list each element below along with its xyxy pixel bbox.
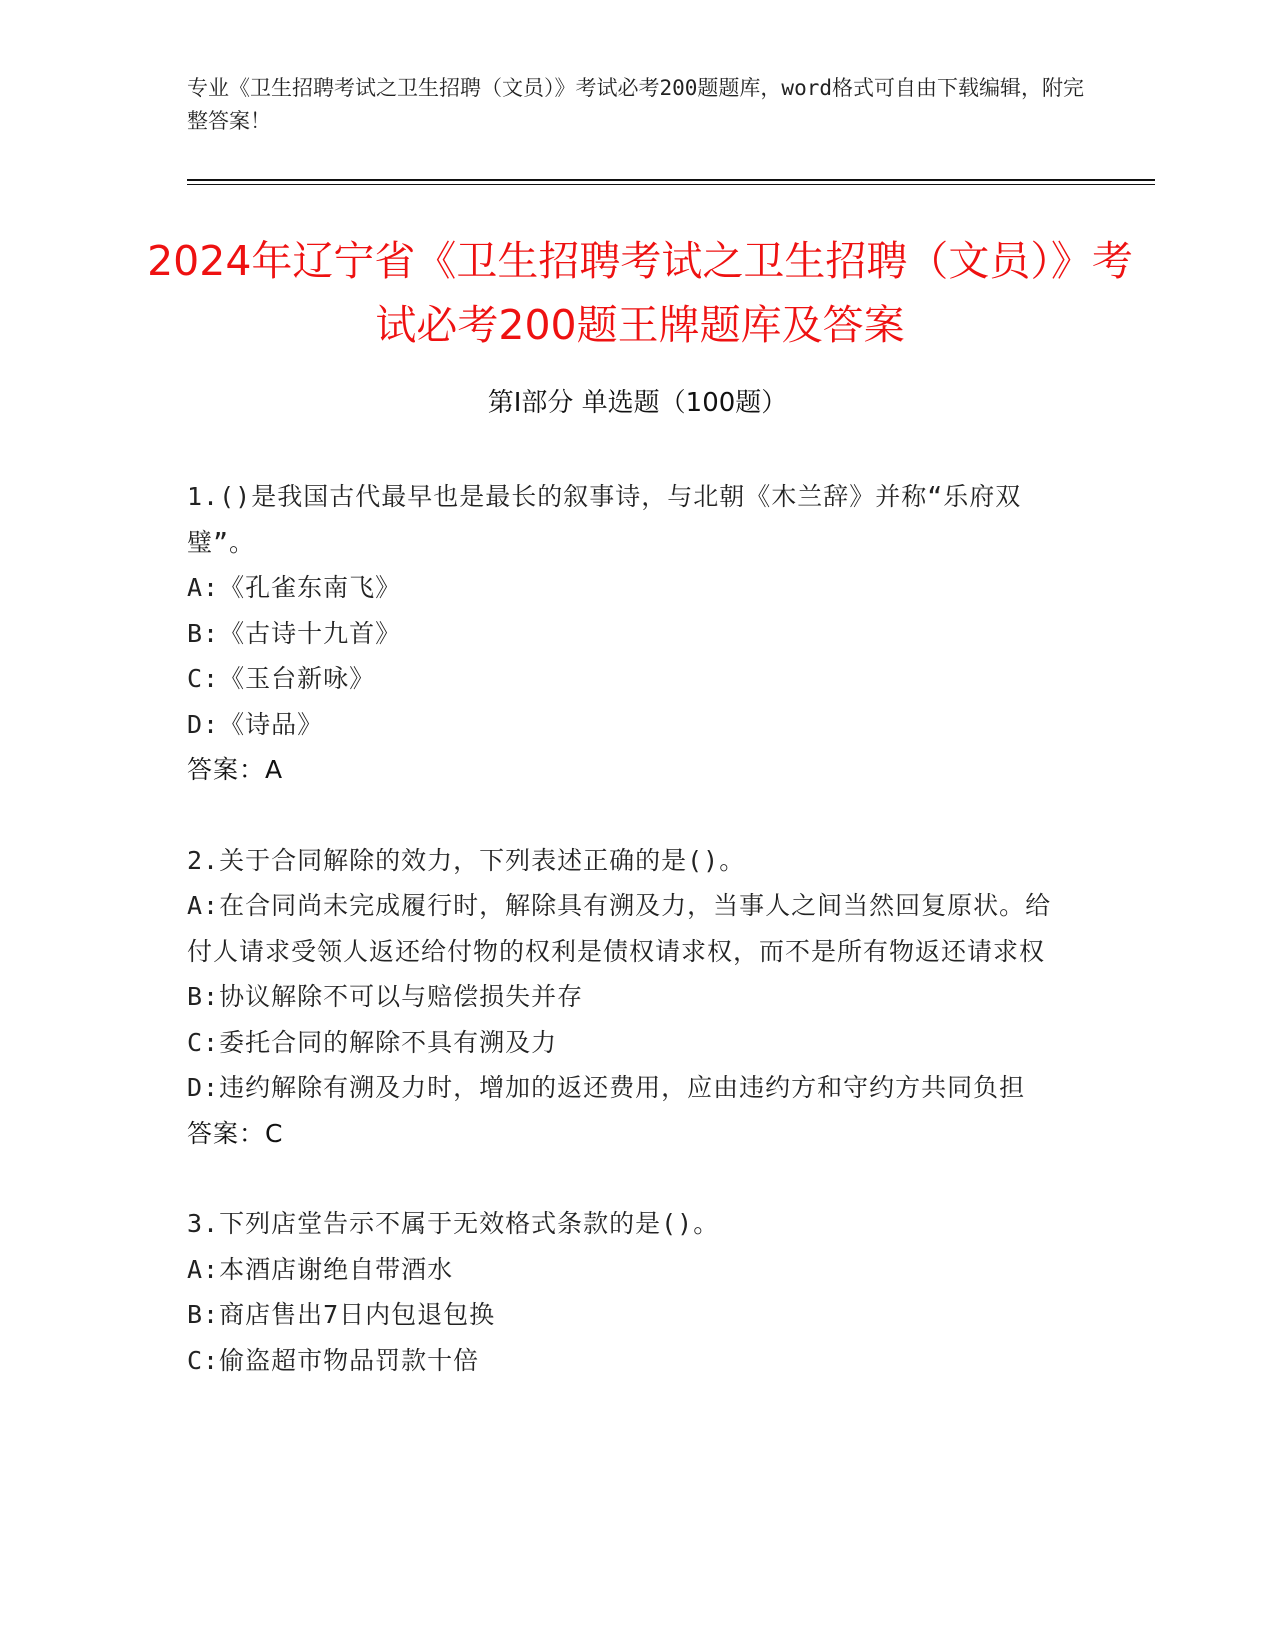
- option-a: A:《孔雀东南飞》: [187, 573, 402, 602]
- header-note: 专业《卫生招聘考试之卫生招聘（文员）》考试必考200题题库，word格式可自由下载编辑，附完整答案！: [187, 76, 1084, 133]
- question-stem: 2.关于合同解除的效力，下列表述正确的是()。: [187, 845, 746, 875]
- option-b: B:《古诗十九首》: [187, 618, 402, 648]
- header-divider-thick: [187, 179, 1155, 181]
- option-d: D:违约解除有溯及力时，增加的返还费用，应由违约方和守约方共同负担: [187, 1073, 1026, 1102]
- document-title: 2024年辽宁省《卫生招聘考试之卫生招聘（文员）》考试必考200题王牌题库及答案: [147, 237, 1133, 350]
- question-3: [187, 1201, 1067, 1383]
- question-stem: 3.下列店堂告示不属于无效格式条款的是()。: [187, 1209, 720, 1238]
- option-a: A:在合同尚未完成履行时，解除具有溯及力，当事人之间当然回复原状。给付人请求受领人返还给付物的权利是债权请求权，而不是所有物返还请求权: [187, 891, 1052, 966]
- section-title: 第Ⅰ部分 单选题（100题）: [487, 388, 788, 418]
- question-2: [187, 838, 1067, 1157]
- option-c: C:《玉台新咏》: [187, 664, 376, 693]
- option-c: C:委托合同的解除不具有溯及力: [187, 1027, 558, 1057]
- header-divider-thin: [187, 184, 1155, 185]
- option-c: C:偷盗超市物品罚款十倍: [187, 1345, 480, 1375]
- question-stem: 1.()是我国古代最早也是最长的叙事诗，与北朝《木兰辞》并称“乐府双璧”。: [187, 482, 1022, 557]
- option-b: B:协议解除不可以与赔偿损失并存: [187, 982, 584, 1011]
- question-1: [187, 474, 1067, 793]
- option-b: B:商店售出7日内包退包换: [187, 1300, 496, 1329]
- answer: 答案：A: [187, 755, 284, 784]
- answer: 答案：C: [187, 1118, 284, 1148]
- option-a: A:本酒店谢绝自带酒水: [187, 1254, 454, 1284]
- question-list: [187, 474, 1067, 1428]
- option-d: D:《诗品》: [187, 709, 324, 739]
